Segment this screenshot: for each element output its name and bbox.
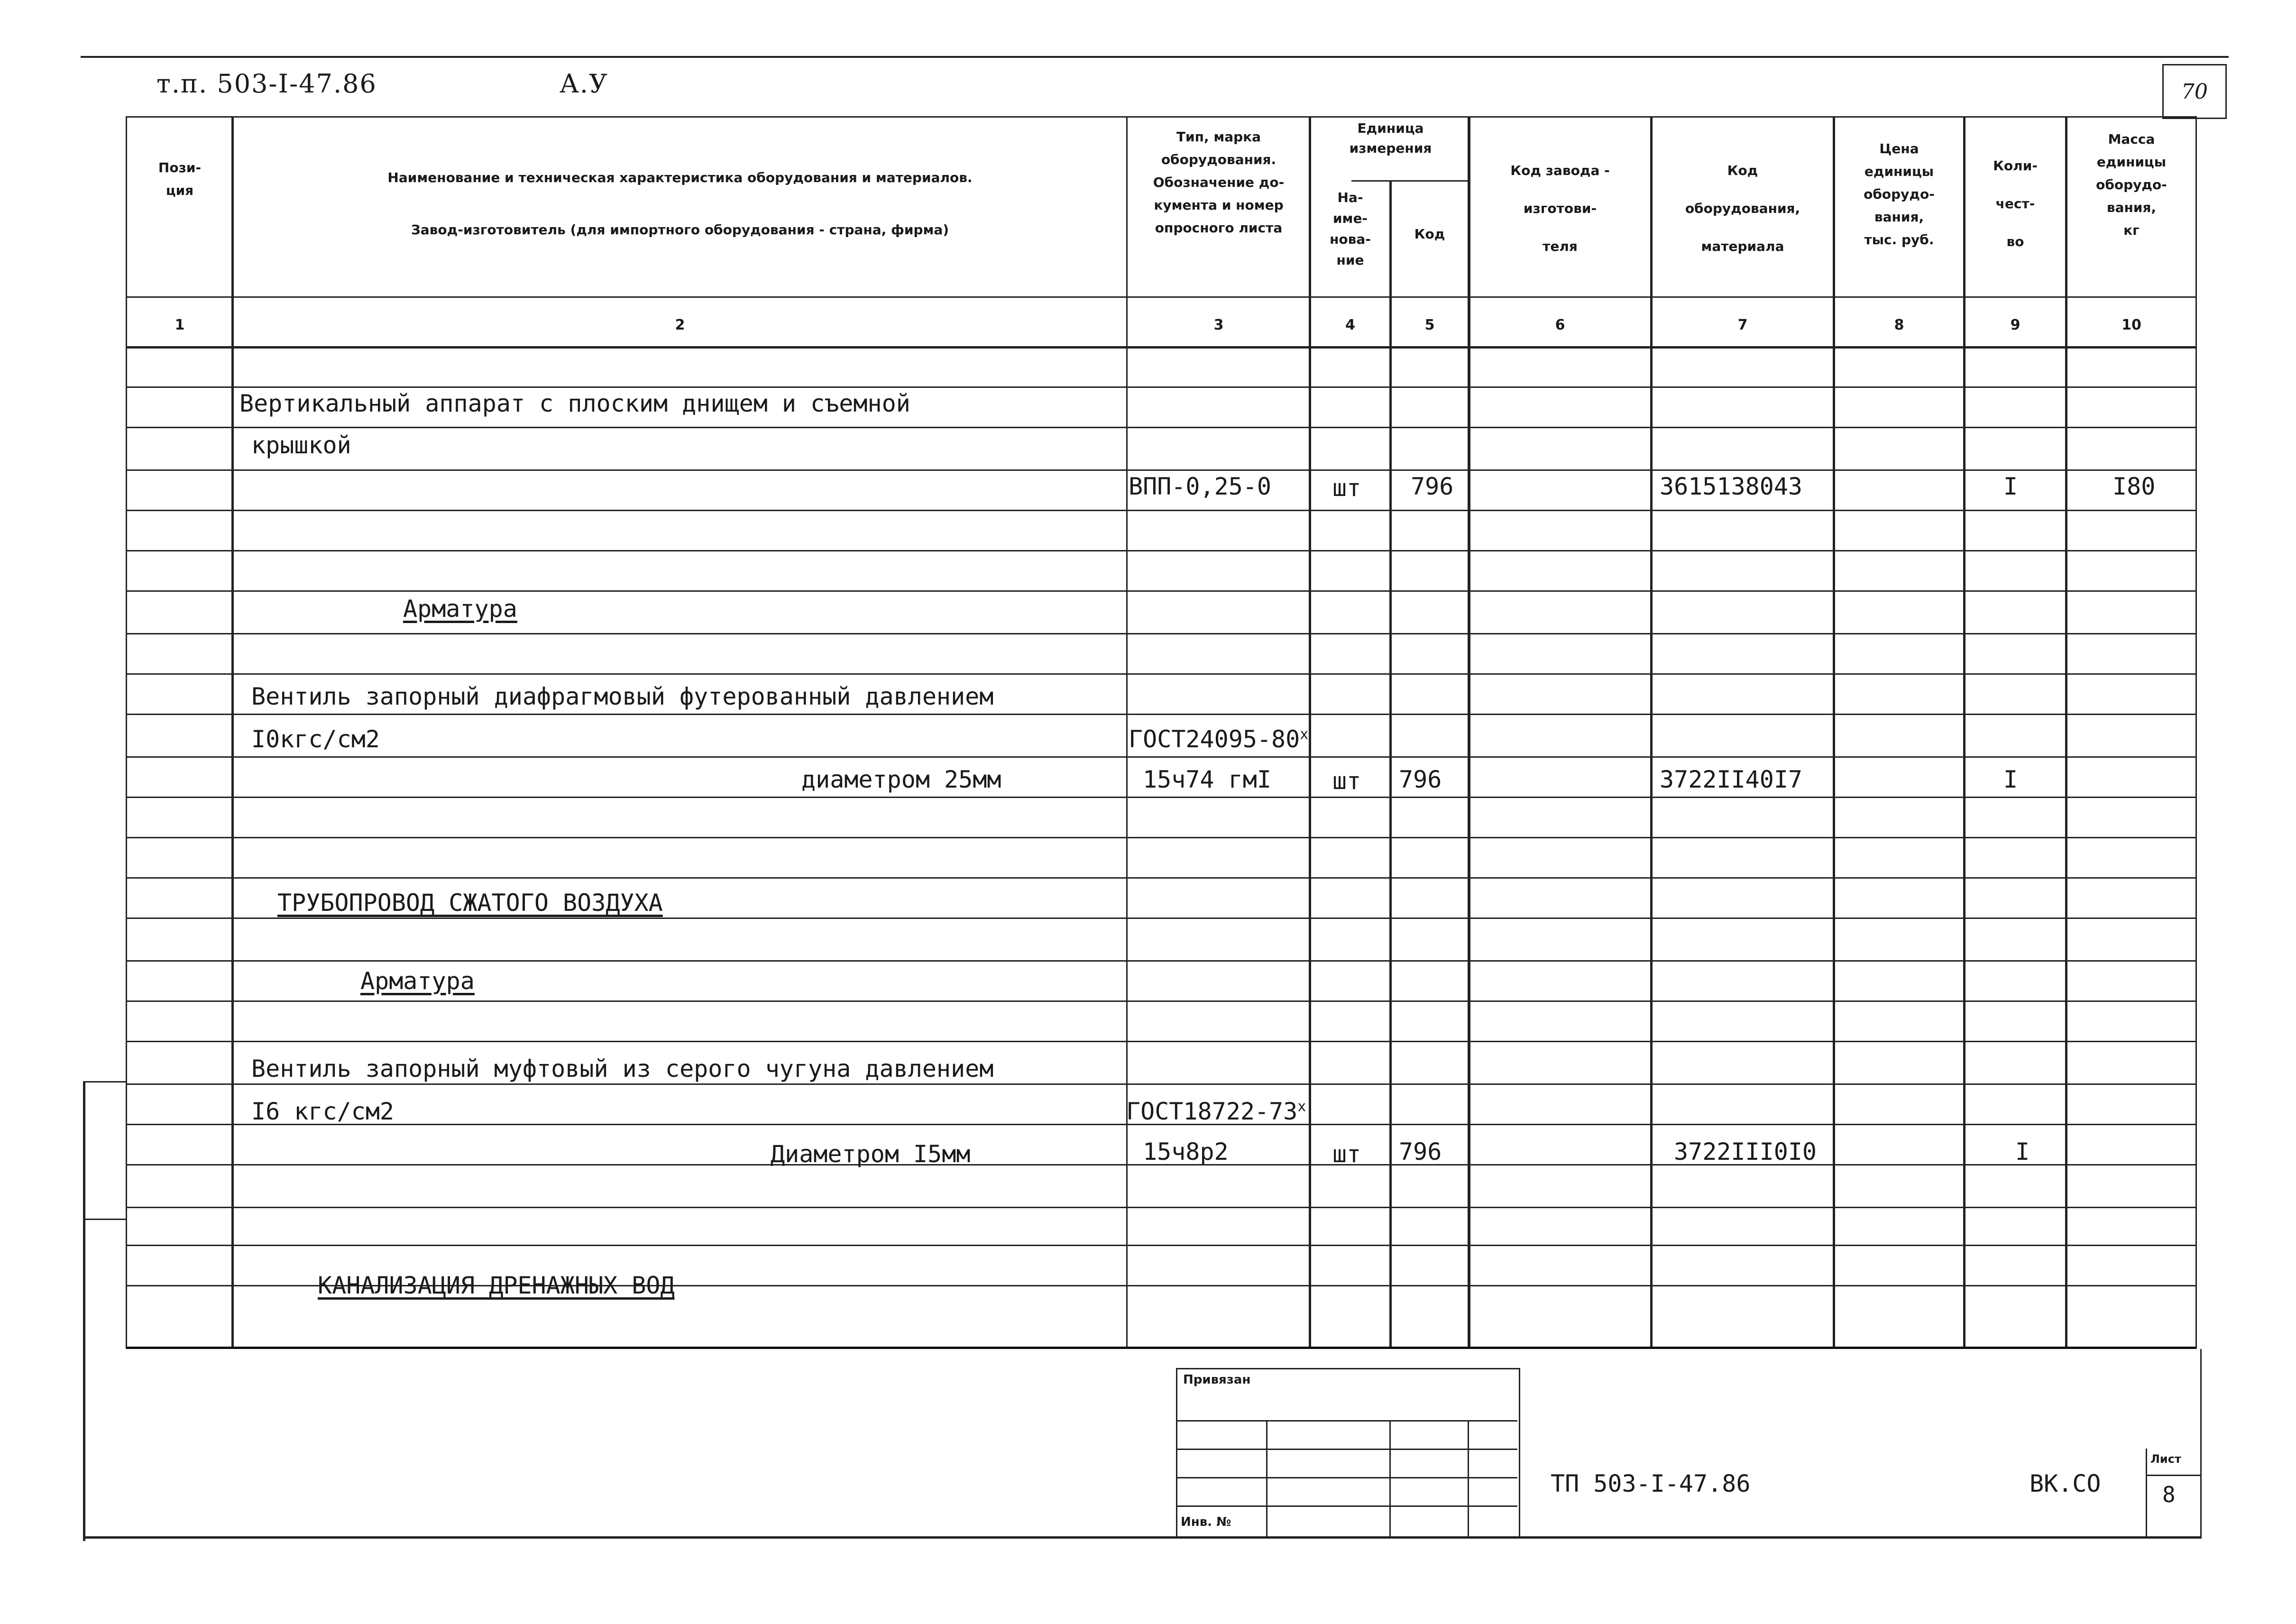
row-8-type: $ГОСТ18722-73^х$ xyxy=(1126,1098,1306,1125)
row-line xyxy=(126,1083,2195,1085)
row-line xyxy=(126,837,2195,838)
row-line xyxy=(126,550,2195,551)
row-4-name: Вентиль запорный диафрагмовый футерованный давлением xyxy=(251,683,994,710)
col-header-10: Масса единицы оборудо- вания, кг xyxy=(2096,131,2167,238)
row-line xyxy=(126,469,2195,471)
row-6-equip-code: 3722II40I7 xyxy=(1660,766,1803,793)
row-3-mass: I80 xyxy=(2112,473,2156,500)
col-header-2: Наименование и техническая характеристика оборудования и материалов. Завод-изготовитель (для импортного оборудования - страна, фирма) xyxy=(387,170,973,238)
row-3-equip-code: 3615138043 xyxy=(1660,473,1803,500)
col-line-10 xyxy=(2195,116,2197,1349)
frame-bottom xyxy=(83,1536,2200,1539)
section-compressed-air: ТРУБОПРОВОД СЖАТОГО ВОЗДУХА xyxy=(277,889,663,917)
stamp-line xyxy=(1176,1477,1517,1478)
row-line xyxy=(126,877,2195,879)
stamp-line xyxy=(1176,1505,1517,1507)
sheet-box-divider xyxy=(2146,1475,2200,1476)
section-armatura-2: Арматура xyxy=(360,967,475,995)
row-9-equip-code: 3722III0I0 xyxy=(1674,1138,1817,1165)
col-num-5: 5 xyxy=(1424,316,1435,333)
row-8-name: I6 кгс/см2 xyxy=(251,1098,395,1125)
left-margin-line xyxy=(83,1081,85,1541)
col-header-8: Цена единицы оборудо- вания, тыс. руб. xyxy=(1864,141,1935,248)
doc-code: ТП 503-I-47.86 xyxy=(1551,1470,1751,1497)
col-num-2: 2 xyxy=(675,316,685,333)
col-num-8: 8 xyxy=(1894,316,1904,333)
inv-label: Инв. № xyxy=(1181,1515,1231,1529)
col-header-9: Коли- чест- во xyxy=(1993,158,2038,249)
left-margin-tick xyxy=(83,1219,126,1220)
stamp-vline xyxy=(1266,1420,1267,1536)
col-header-4: На- име- нова- ние xyxy=(1330,190,1371,268)
row-line xyxy=(126,1041,2195,1042)
row-1-name: Вертикальный аппарат с плоским днищем и съемной xyxy=(239,390,910,417)
col-header-1: Пози- ция xyxy=(158,160,202,198)
row-line xyxy=(126,797,2195,798)
row-line xyxy=(126,673,2195,675)
row-6-name: диаметром 25мм xyxy=(801,766,1001,793)
stamp-vline xyxy=(1468,1420,1469,1536)
row-9-name: Диаметром I5мм xyxy=(771,1140,971,1168)
colnum-bottom-border xyxy=(126,346,2195,349)
row-line xyxy=(126,918,2195,919)
row-line xyxy=(126,756,2195,758)
row-6-type: 15ч74 гмI xyxy=(1143,766,1271,793)
stamp-line xyxy=(1176,1420,1517,1422)
row-3-unit: шт xyxy=(1332,474,1361,502)
col-num-9: 9 xyxy=(2010,316,2020,333)
left-margin-tick xyxy=(83,1081,126,1083)
sheet-number: 8 xyxy=(2162,1482,2176,1507)
row-3-unit-code: 796 xyxy=(1411,473,1454,500)
section-drainage: КАНАЛИЗАЦИЯ ДРЕНАЖНЫХ ВОД xyxy=(318,1272,675,1299)
col-line-4 xyxy=(1389,180,1392,1349)
row-3-qty: I xyxy=(2003,473,2018,500)
row-6-unit: шт xyxy=(1332,767,1361,795)
row-9-qty: I xyxy=(2015,1138,2030,1165)
table-top-border xyxy=(126,116,2195,118)
stamp-vline xyxy=(1389,1420,1391,1536)
row-7-name: Вентиль запорный муфтовый из серого чугуна давлением xyxy=(251,1055,994,1083)
sheet-label: Лист xyxy=(2150,1452,2181,1466)
header-bottom-border xyxy=(126,296,2195,298)
col-num-6: 6 xyxy=(1555,316,1565,333)
row-line xyxy=(126,427,2195,428)
table-bottom-border xyxy=(126,1347,2195,1349)
row-3-type: ВПП-0,25-0 xyxy=(1129,473,1272,500)
col-num-7: 7 xyxy=(1737,316,1748,333)
doc-mark: ВК.СО xyxy=(2030,1470,2101,1497)
col-num-3: 3 xyxy=(1213,316,1224,333)
project-code: т.п. 503-I-47.86 xyxy=(156,69,377,99)
section-mark: А.У xyxy=(560,69,609,99)
row-line xyxy=(126,590,2195,592)
row-line xyxy=(126,1207,2195,1208)
top-border xyxy=(81,56,2229,58)
col-num-4: 4 xyxy=(1345,316,1355,333)
row-9-type: 15ч8р2 xyxy=(1143,1138,1229,1165)
row-2-name: крышкой xyxy=(251,431,351,459)
bound-label: Привязан xyxy=(1183,1373,1251,1387)
row-9-unit: шт xyxy=(1332,1140,1361,1168)
row-line xyxy=(126,510,2195,511)
unit-group-header: Единица измерения xyxy=(1349,120,1432,156)
col-header-5: Код xyxy=(1414,226,1445,242)
col-num-10: 10 xyxy=(2122,316,2141,333)
section-armatura-1: Арматура xyxy=(403,595,517,623)
stamp-line xyxy=(1176,1449,1517,1450)
row-line xyxy=(126,633,2195,634)
col-header-3: Тип, марка оборудования. Обозначение до- кумента и номер опросного листа xyxy=(1153,129,1285,236)
row-line xyxy=(126,960,2195,962)
row-line xyxy=(126,386,2195,388)
row-line xyxy=(126,714,2195,715)
row-5-type: $ГОСТ24095-80^х$ xyxy=(1129,725,1309,753)
row-9-unit-code: 796 xyxy=(1399,1138,1442,1165)
page-number: 70 xyxy=(2162,64,2227,119)
row-line xyxy=(126,1245,2195,1246)
row-6-qty: I xyxy=(2003,766,2018,793)
col-header-6: Код завода - изготови- теля xyxy=(1510,163,1610,254)
col-header-7: Код оборудования, материала xyxy=(1685,163,1800,254)
unit-group-divider xyxy=(1351,180,1470,182)
row-line xyxy=(126,1000,2195,1002)
row-6-unit-code: 796 xyxy=(1399,766,1442,793)
col-num-1: 1 xyxy=(174,316,185,333)
row-5-name: I0кгс/см2 xyxy=(251,725,380,753)
